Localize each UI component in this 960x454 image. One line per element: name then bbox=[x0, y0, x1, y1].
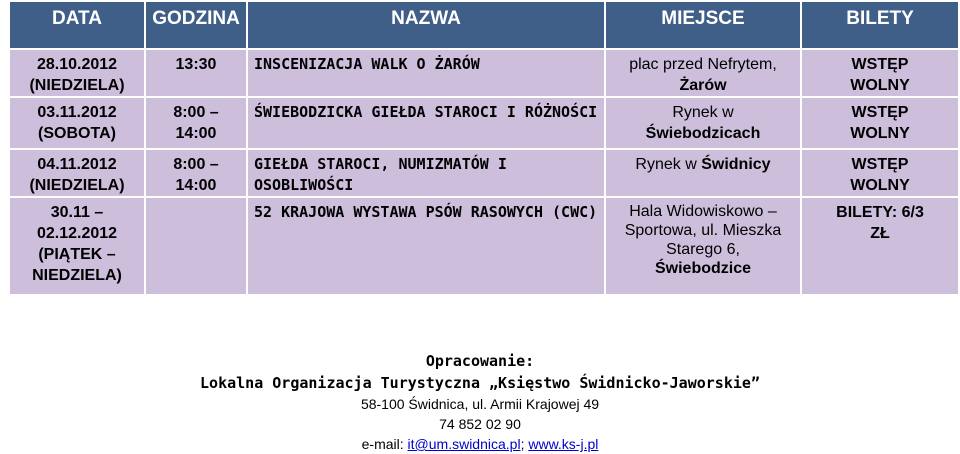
event-time: 13:30 bbox=[146, 50, 246, 96]
footer-email-prefix: e-mail: bbox=[361, 436, 408, 452]
table-header-row bbox=[10, 2, 958, 48]
footer bbox=[0, 350, 960, 454]
header-time: GODZINA bbox=[146, 2, 246, 48]
event-date: 28.10.2012 (NIEDZIELA) bbox=[10, 50, 144, 96]
email-link[interactable]: it@um.swidnica.pl bbox=[407, 436, 521, 452]
event-name: ŚWIEBODZICKA GIEŁDA STAROCI I RÓŻNOŚCI bbox=[248, 98, 604, 148]
footer-organization: Lokalna Organizacja Turystyczna „Księstwo Świdnicko-Jaworskie” bbox=[200, 374, 760, 392]
table-row bbox=[10, 150, 958, 196]
event-tickets: WSTĘP WOLNY bbox=[802, 50, 958, 96]
footer-separator: ; bbox=[520, 436, 529, 452]
event-tickets: WSTĘP WOLNY bbox=[802, 150, 958, 196]
header-tickets: BILETY bbox=[802, 2, 958, 48]
event-place: Rynek w Świebodzicach bbox=[606, 98, 800, 148]
table-row bbox=[10, 50, 958, 96]
footer-phone: 74 852 02 90 bbox=[439, 416, 521, 432]
table-row bbox=[10, 198, 958, 294]
event-date: 30.11 – 02.12.2012 (PIĄTEK – NIEDZIELA) bbox=[10, 198, 144, 294]
event-tickets: WSTĘP WOLNY bbox=[802, 98, 958, 148]
event-name: GIEŁDA STAROCI, NUMIZMATÓW I OSOBLIWOŚCI bbox=[248, 150, 604, 196]
event-name: 52 KRAJOWA WYSTAWA PSÓW RASOWYCH (CWC) bbox=[248, 198, 604, 294]
event-place: Rynek w Świdnicy bbox=[606, 150, 800, 196]
footer-title: Opracowanie: bbox=[425, 352, 535, 370]
event-place: Hala Widowiskowo – Sportowa, ul. Mieszka Starego 6, Świebodzice bbox=[606, 198, 800, 294]
footer-contact bbox=[0, 434, 960, 454]
header-place: MIEJSCE bbox=[606, 2, 800, 48]
table-row bbox=[10, 98, 958, 148]
events-table bbox=[8, 0, 960, 296]
website-link[interactable]: www.ks-j.pl bbox=[528, 436, 599, 452]
event-name: INSCENIZACJA WALK O ŻARÓW bbox=[248, 50, 604, 96]
event-time bbox=[146, 198, 246, 294]
event-tickets: BILETY: 6/3 ZŁ bbox=[802, 198, 958, 294]
header-date: DATA bbox=[10, 2, 144, 48]
event-date: 03.11.2012 (SOBOTA) bbox=[10, 98, 144, 148]
event-date: 04.11.2012 (NIEDZIELA) bbox=[10, 150, 144, 196]
event-place: plac przed Nefrytem, Żarów bbox=[606, 50, 800, 96]
event-time: 8:00 – 14:00 bbox=[146, 98, 246, 148]
header-name: NAZWA bbox=[248, 2, 604, 48]
footer-address: 58-100 Świdnica, ul. Armii Krajowej 49 bbox=[360, 396, 600, 412]
event-time: 8:00 – 14:00 bbox=[146, 150, 246, 196]
